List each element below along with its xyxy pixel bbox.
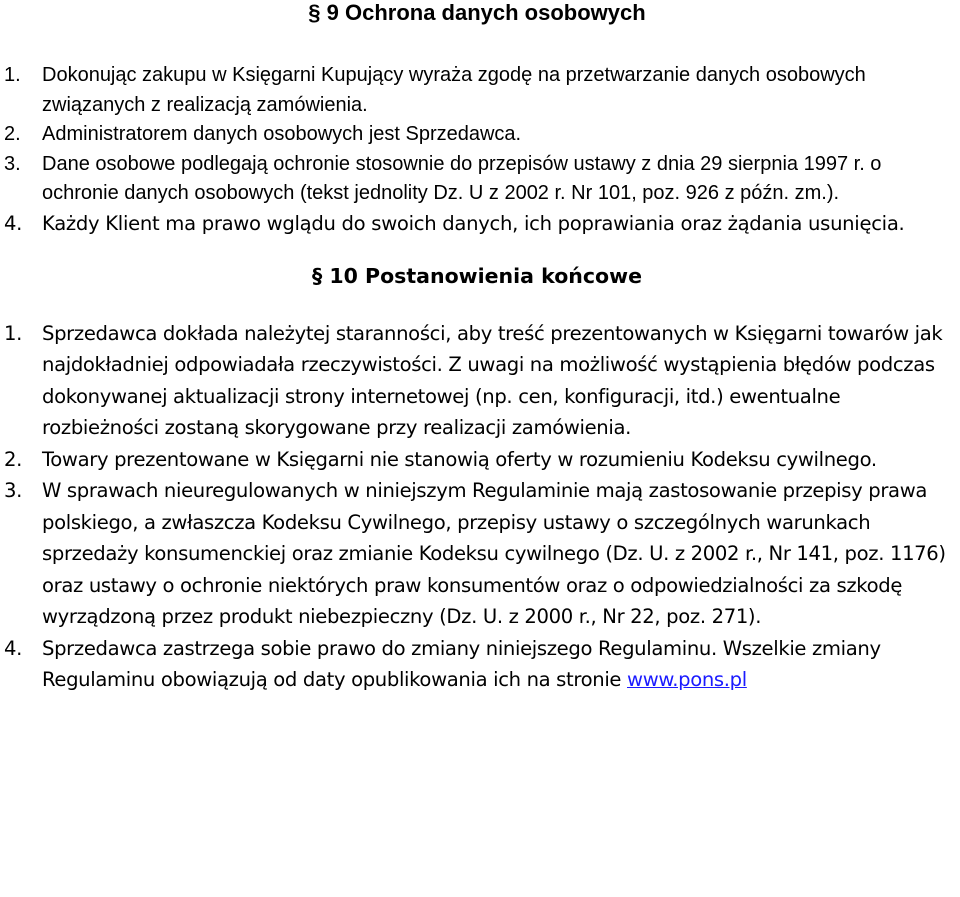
list-item-text: W sprawach nieuregulowanych w niniejszym Regulaminie mają zastosowanie przepisy prawa polskiego, a zwłaszcza Kodeksu Cywilnego, przepisy ustawy o szczególnych warunkach sprzedaży konsumenckiej oraz zmianie Kodeksu cywilnego (Dz. U. z 2002 r., Nr 141, poz. 1176) oraz ustawy o ochronie niektórych praw konsumentów oraz o odpowiedzialności za szkodę wyrządzoną przez produkt niebezpieczny (Dz. U. z 2000 r., Nr 22, poz. 271). (42, 479, 946, 629)
list-item-text: Towary prezentowane w Księgarni nie stanowią oferty w rozumieniu Kodeksu cywilnego. (42, 447, 877, 471)
list-item (4, 61, 950, 120)
list-item-number: 4. (4, 636, 22, 660)
list-item-text: Sprzedawca dokłada należytej staranności, aby treść prezentowanych w Księgarni towarów jak najdokładniej odpowiadała rzeczywistości. Z uwagi na możliwość wystąpienia błędów podczas dokonywanej aktualizacji strony internetowej (np. cen, konfiguracji, itd.) ewentualne rozbieżności zostaną skorygowane przy realizacji zamówienia. (42, 321, 943, 440)
list-item (4, 209, 950, 239)
list-item (4, 150, 950, 209)
list-item-number: 2. (4, 447, 22, 471)
list-item (4, 444, 950, 476)
list-item-text: Dokonując zakupu w Księgarni Kupujący wyraża zgodę na przetwarzanie danych osobowych związanych z realizacją zamówienia. (42, 64, 866, 116)
list-item-number: 4. (4, 211, 23, 235)
list-item-number: 1. (4, 64, 21, 86)
list-item (4, 475, 950, 633)
list-item (4, 633, 950, 696)
section-title-final-provisions: § 10 Postanowienia końcowe (312, 263, 642, 288)
website-link[interactable]: www.pons.pl (627, 668, 747, 692)
section-title-data-protection: § 9 Ochrona danych osobowych (308, 0, 646, 25)
list-item-text: Sprzedawca zastrzega sobie prawo do zmiany niniejszego Regulaminu. Wszelkie zmiany Regulaminu obowiązują od daty opublikowania ich na stronie (42, 636, 881, 692)
list-item-number: 1. (4, 321, 22, 345)
list-item (4, 318, 950, 444)
list-item-text: Każdy Klient ma prawo wglądu do swoich danych, ich poprawiania oraz żądania usunięcia. (42, 211, 905, 235)
list-item-number: 3. (4, 152, 21, 175)
list-item-number: 3. (4, 479, 22, 503)
list-item-text: Dane osobowe podlegają ochronie stosownie do przepisów ustawy z dnia 29 sierpnia 1997 r. o ochronie danych osobowych (tekst jednolity Dz. U z 2002 r. Nr 101, poz. 926 z późn. zm.). (42, 152, 882, 205)
list-item-number: 2. (4, 123, 21, 146)
final-provisions-list (4, 318, 950, 696)
list-item-text: Administratorem danych osobowych jest Sprzedawca. (42, 123, 522, 146)
list-item (4, 120, 950, 150)
data-protection-list (4, 61, 950, 239)
